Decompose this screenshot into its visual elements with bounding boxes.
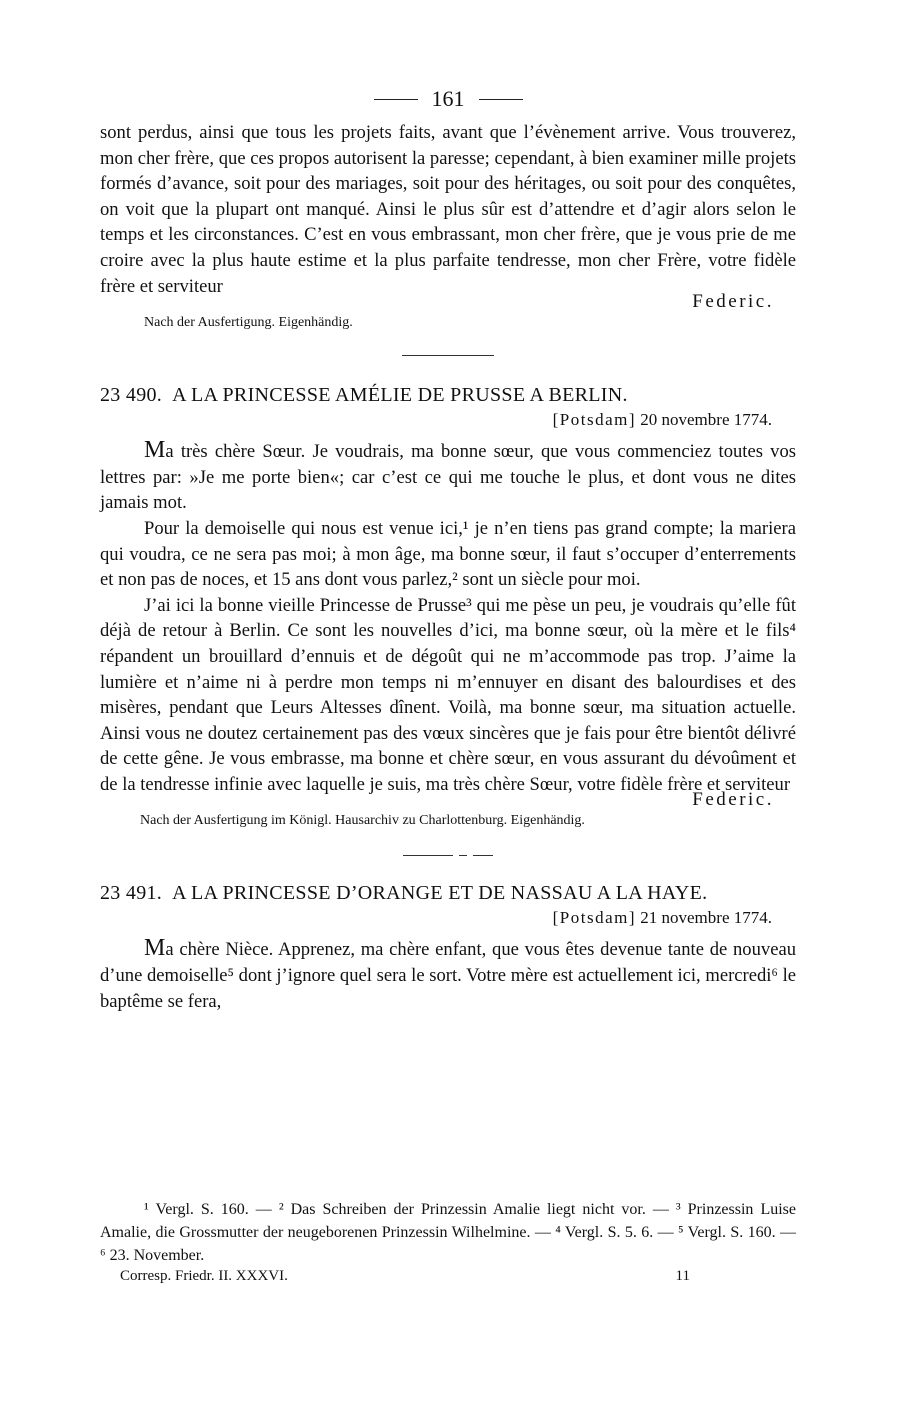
footnote-text: ¹ Vergl. S. 160. — ² Das Schreiben der Prinzessin Amalie liegt nicht vor. — ³ Prinzessin Luise Amalie, die Grossmutter der neugeborenen Prinzessin Wilhelmine. — ⁴ Vergl. S. 5. 6. — ⁵ Vergl. S. 160. — ⁶ 23. November. [100, 1201, 796, 1264]
header-dash-right [479, 99, 523, 100]
drop-cap: M [144, 935, 166, 962]
letter-title: A LA PRINCESSE AMÉLIE DE PRUSSE A BERLIN. [172, 384, 628, 407]
letter-date: 21 novembre 1774. [640, 908, 772, 928]
letter-heading [100, 880, 796, 906]
letter-paragraph: Ma chère Nièce. Apprenez, ma chère enfant, que vous êtes devenue tante de nouveau d’une demoiselle⁵ dont j’ignore quel sera le sort. Votre mère est actuellement ici, mercredi⁶ le baptême se fera, [100, 935, 796, 1012]
source-note: Nach der Ausfertigung. Eigenhändig. [144, 315, 353, 331]
source-note: Nach der Ausfertigung im Königl. Hausarchiv zu Charlottenburg. Eigenhändig. [140, 813, 585, 829]
sheet-number: 11 [675, 1268, 690, 1284]
drop-cap: M [144, 437, 166, 464]
signature: Federic. [692, 291, 774, 313]
signature: Federic. [692, 789, 774, 811]
letter-dateline [100, 408, 796, 432]
letter-heading [100, 382, 796, 408]
document-page [100, 84, 796, 1014]
page-header [100, 84, 796, 114]
letter-place: [Potsdam] [552, 410, 637, 430]
letter-date: 20 novembre 1774. [640, 410, 772, 430]
letter-number: 23 491. [100, 882, 163, 905]
letter-dateline [100, 906, 796, 930]
letter-paragraph: J’ai ici la bonne vieille Princesse de Prusse³ qui me pèse un peu, je voudrais qu’elle fût déjà de retour à Berlin. Ce sont les nouvelles d’ici, ma bonne sœur, où la mère et le fils⁴ répandent un brouillard d’ennuis et de dégoût qui ne m’accommode pas trop. J’aime la lumière et n’aime ni à perdre mon temps ni m’ennuyer en disant des balourdises et des misères, pendant que Leurs Altesses dînent. Voilà, ma bonne sœur, ma situation actuelle. Ainsi vous ne doutez certainement pas des vœux sincères que je fais pour être bientôt délivré de cette gêne. Je vous embrasse, ma bonne et chère sœur, en vous assurant du dévoûment et de la tendresse infinie avec laquelle je suis, ma très chère Sœur, votre fidèle frère et serviteur [100, 594, 796, 795]
header-dash-left [374, 99, 418, 100]
letter-paragraph: Pour la demoiselle qui nous est venue ici,¹ je n’en tiens pas grand compte; la mariera qui voudra, ce ne sera pas moi; à mon âge, ma bonne sœur, il faut s’occuper d’enterrements et non pas de noces, et 15 ans dont vous parlez,² sont un siècle pour moi. [100, 517, 796, 591]
letter-paragraph: Ma très chère Sœur. Je voudrais, ma bonne sœur, que vous commenciez toutes vos lettres par: »Je me porte bien«; car c’est ce qui me touche le plus, et dont vous ne dites jamais mot. [100, 437, 796, 514]
footnotes [100, 1198, 796, 1267]
signature-mark: Corresp. Friedr. II. XXXVI. [120, 1268, 288, 1284]
letter-continuation-text: sont perdus, ainsi que tous les projets faits, avant que l’évènement arrive. Vous trouverez, mon cher frère, que ces propos autorisent la paresse; cependant, à bien examiner mille projets formés d’avance, soit pour des mariages, soit pour des héritages, ou soit pour des conquêtes, on voit que la plupart ont manqué. Ainsi le plus sûr est d’attendre et d’agir alors selon le temps et les circonstances. C’est en vous embrassant, mon cher frère, que je vous prie de me croire avec la plus haute estime et la plus parfaite tendresse, mon cher Frère, votre fidèle frère et serviteur [100, 122, 796, 297]
page-footer [120, 1268, 690, 1285]
letter-number: 23 490. [100, 384, 163, 407]
section-divider [100, 855, 796, 856]
letter-place: [Potsdam] [552, 908, 637, 928]
letter-title: A LA PRINCESSE D’ORANGE ET DE NASSAU A LA HAYE. [172, 882, 708, 905]
section-divider [402, 355, 494, 356]
page-number: 161 [431, 86, 465, 111]
